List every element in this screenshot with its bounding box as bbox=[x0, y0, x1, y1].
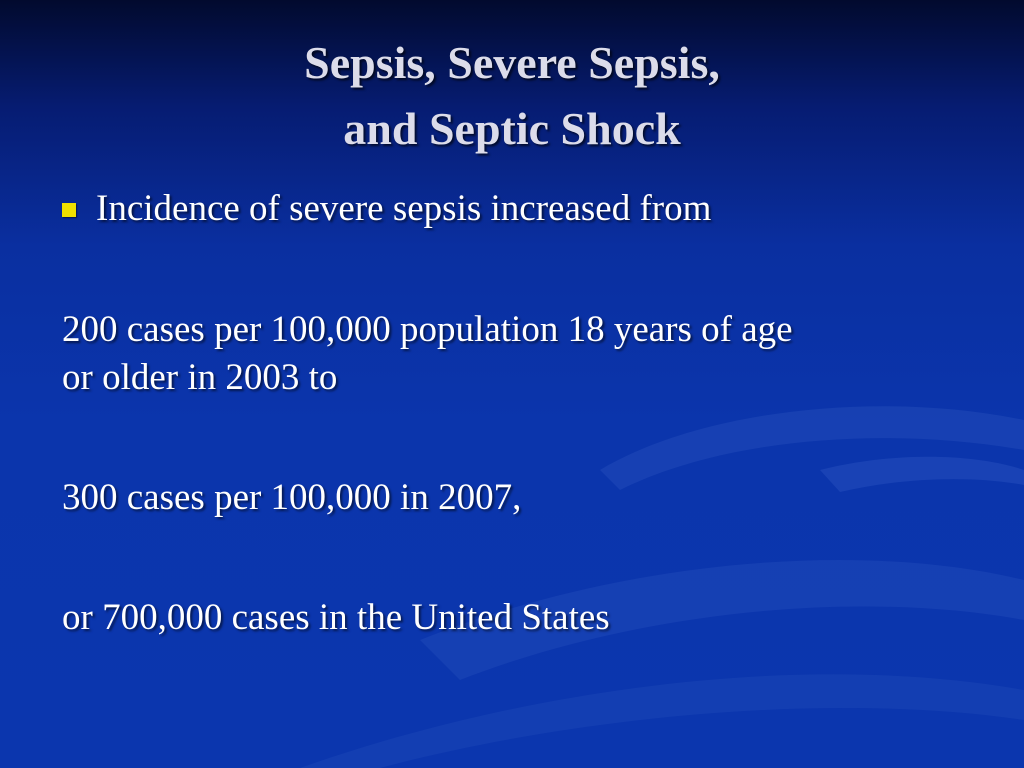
slide-title bbox=[0, 30, 1024, 162]
paragraph-2003-line-2: or older in 2003 to bbox=[62, 357, 338, 398]
paragraph-2003-line-1: 200 cases per 100,000 population 18 years of age bbox=[62, 309, 793, 350]
bullet-item bbox=[62, 185, 711, 233]
title-line-2: and Septic Shock bbox=[343, 103, 681, 154]
paragraph-2003 bbox=[62, 306, 793, 402]
paragraph-2007: 300 cases per 100,000 in 2007, bbox=[62, 477, 522, 518]
square-bullet-icon bbox=[62, 203, 76, 217]
title-line-1: Sepsis, Severe Sepsis, bbox=[304, 37, 720, 88]
paragraph-us-cases: or 700,000 cases in the United States bbox=[62, 597, 610, 638]
bullet-text: Incidence of severe sepsis increased from bbox=[96, 188, 712, 229]
